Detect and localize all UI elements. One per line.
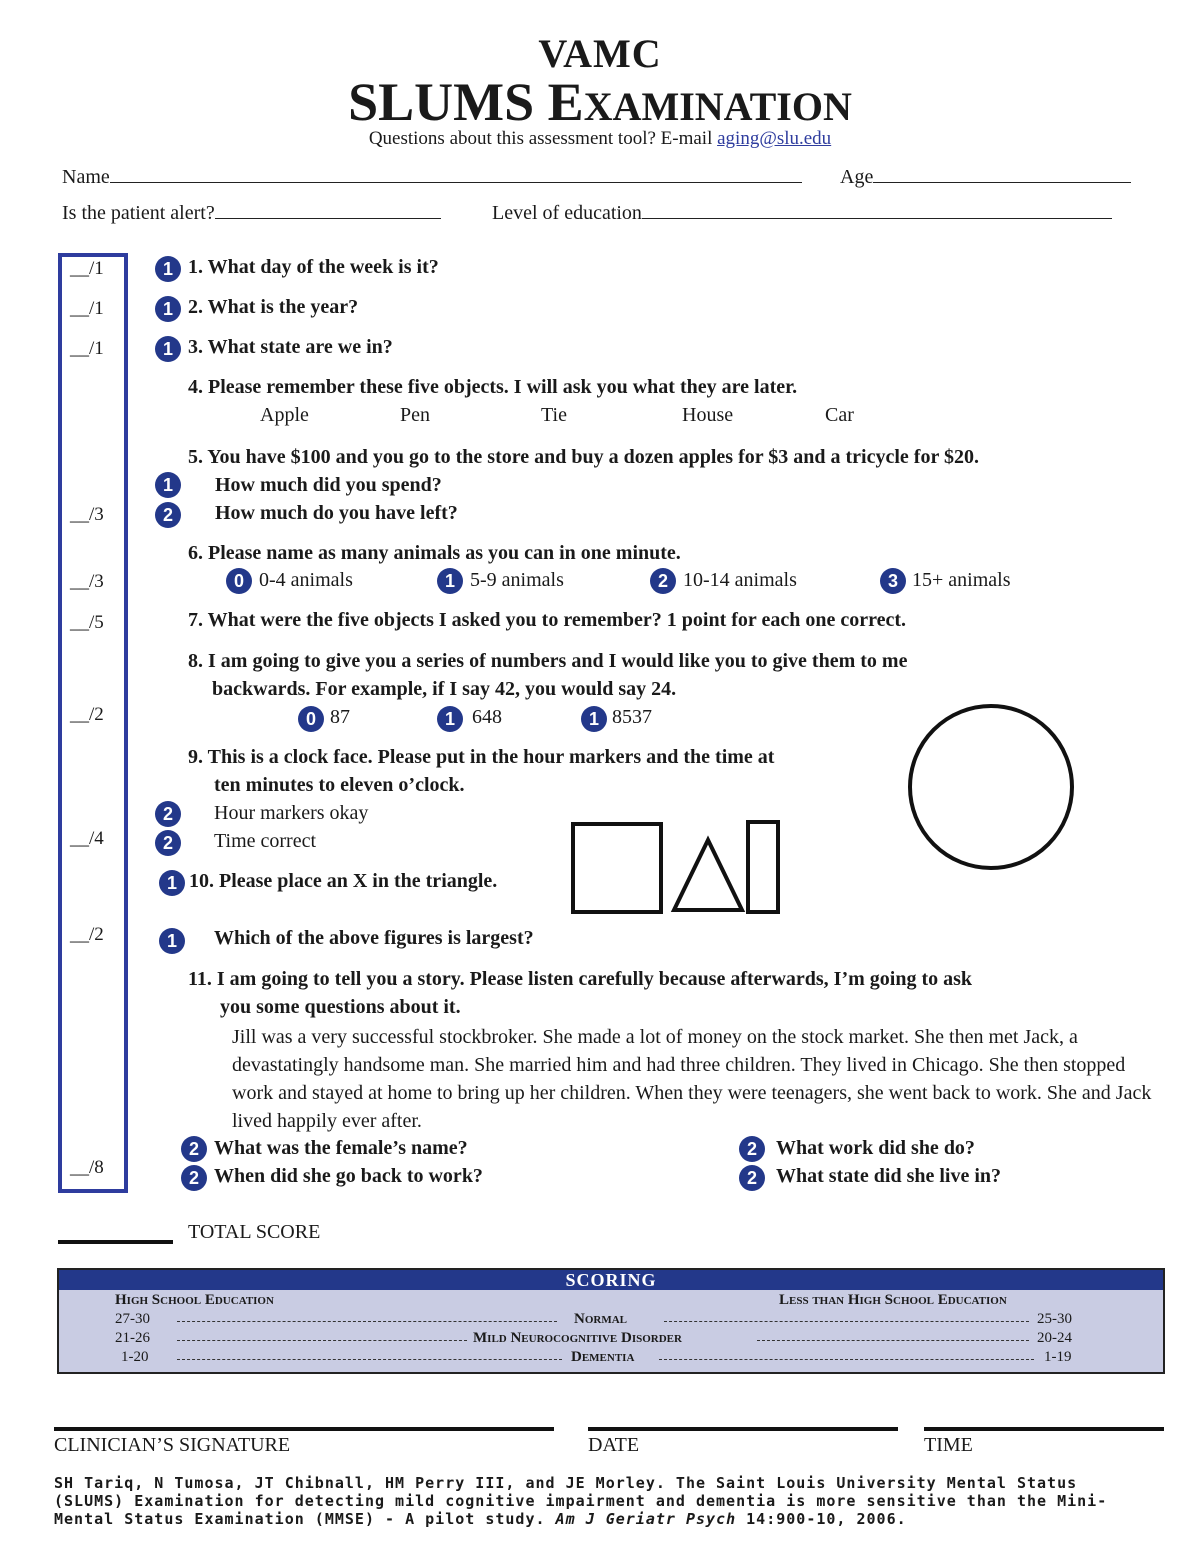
education-field[interactable] — [492, 202, 1112, 225]
lhs-range-dementia: 1-19 — [1044, 1349, 1072, 1365]
question-11d: What state did she live in? — [776, 1165, 1002, 1187]
question-8-line1: 8. I am going to give you a series of numbers and I would like you to give them to me — [188, 650, 908, 672]
animals-option: 10-14 animals — [683, 569, 797, 591]
score-q8[interactable]: __/2 — [70, 704, 104, 725]
question-11-line1: 11. I am going to tell you a story. Please listen carefully because afterwards, I’m going to ask — [188, 968, 973, 990]
point-badge: 2 — [155, 801, 181, 827]
lhs-range-normal: 25-30 — [1037, 1311, 1072, 1327]
clinician-signature-line[interactable] — [54, 1427, 554, 1431]
figures — [568, 818, 788, 918]
point-badge: 2 — [739, 1136, 765, 1162]
point-badge: 2 — [155, 502, 181, 528]
label-mild: Mild Neurocognitive Disorder — [473, 1330, 682, 1346]
dash-line — [177, 1359, 562, 1360]
time-line[interactable] — [924, 1427, 1164, 1431]
dash-line — [757, 1340, 1029, 1341]
score-q7[interactable]: __/5 — [70, 612, 104, 633]
question-3: 3. What state are we in? — [188, 336, 393, 358]
score-q11[interactable]: __/8 — [70, 1157, 104, 1178]
object-pen: Pen — [400, 404, 430, 426]
hs-range-dementia: 1-20 — [121, 1349, 149, 1365]
point-badge: 1 — [437, 706, 463, 732]
age-field[interactable] — [840, 166, 1131, 189]
object-car: Car — [825, 404, 854, 426]
hs-header: High School Education — [115, 1292, 274, 1308]
alert-input-line[interactable] — [215, 202, 441, 219]
question-10b: Which of the above figures is largest? — [214, 927, 534, 949]
score-q6[interactable]: __/3 — [70, 571, 104, 592]
score-q2[interactable]: __/1 — [70, 298, 104, 319]
date-line[interactable] — [588, 1427, 898, 1431]
point-badge: 2 — [650, 568, 676, 594]
point-badge: 0 — [298, 706, 324, 732]
point-badge: 1 — [155, 256, 181, 282]
question-5a: How much did you spend? — [215, 474, 442, 496]
scoring-title: SCORING — [59, 1270, 1163, 1290]
question-8-line2: backwards. For example, if I say 42, you would say 24. — [212, 678, 677, 700]
citation-journal: Am J Geriatr Psych — [555, 1510, 737, 1528]
object-apple: Apple — [260, 404, 309, 426]
dash-line — [659, 1359, 1034, 1360]
citation-ref: 14:900-10, 2006. — [746, 1510, 907, 1528]
citation-text: SH Tariq, N Tumosa, JT Chibnall, HM Perry III, and JE Morley. The Saint Louis University Mental Status (SLUMS) Examination for detecting mild cognitive impairment and dementia is more sensitive than the Mini-Mental Status Examination (MMSE) - A pilot study. — [54, 1474, 1108, 1528]
point-badge: 2 — [181, 1136, 207, 1162]
triangle-figure[interactable] — [674, 840, 742, 910]
question-11-line2: you some questions about it. — [220, 996, 461, 1018]
digits-option: 87 — [330, 706, 350, 728]
question-11a: What was the female’s name? — [214, 1137, 468, 1159]
question-1: 1. What day of the week is it? — [188, 256, 439, 278]
dash-line — [177, 1340, 467, 1341]
point-badge: 1 — [159, 928, 185, 954]
contact-line — [0, 128, 1200, 150]
question-9-line2: ten minutes to eleven o’clock. — [214, 774, 465, 796]
dash-line — [177, 1321, 557, 1322]
title-main: SLUMS E — [348, 72, 584, 132]
name-field[interactable] — [62, 166, 802, 189]
alert-field[interactable] — [62, 202, 441, 225]
hs-range-mild: 21-26 — [115, 1330, 150, 1346]
question-7: 7. What were the five objects I asked you to remember? 1 point for each one correct. — [188, 609, 907, 631]
header-vamc: VAMC — [538, 31, 662, 76]
label-dementia: Dementia — [571, 1349, 635, 1365]
age-input-line[interactable] — [873, 166, 1131, 183]
question-5: 5. You have $100 and you go to the store and buy a dozen apples for $3 and a tricycle for $20. — [188, 446, 979, 468]
point-badge: 1 — [155, 472, 181, 498]
score-q3[interactable]: __/1 — [70, 338, 104, 359]
point-badge: 1 — [581, 706, 607, 732]
lhs-range-mild: 20-24 — [1037, 1330, 1072, 1346]
question-9-line1: 9. This is a clock face. Please put in the hour markers and the time at — [188, 746, 775, 768]
question-11b: What work did she do? — [776, 1137, 975, 1159]
object-tie: Tie — [541, 404, 567, 426]
alert-label: Is the patient alert? — [62, 202, 215, 224]
clinician-signature-label: CLINICIAN’S SIGNATURE — [54, 1434, 291, 1456]
question-5b: How much do you have left? — [215, 502, 458, 524]
clock-face[interactable] — [905, 702, 1079, 872]
total-score-label: TOTAL SCORE — [188, 1221, 321, 1243]
story-text: Jill was a very successful stockbroker. She made a lot of money on the stock market. She then met Jack, a devastatingly handsome man. She married him and had three children. They lived in Chicago. She then stopped work and stayed at home to bring up her children. When they were teenagers, she went back to work. She and Jack lived happily ever after. — [232, 1026, 1152, 1132]
question-9a: Hour markers okay — [214, 802, 369, 824]
name-input-line[interactable] — [110, 166, 802, 183]
point-badge: 2 — [739, 1165, 765, 1191]
question-4: 4. Please remember these five objects. I will ask you what they are later. — [188, 376, 798, 398]
question-9b: Time correct — [214, 830, 317, 852]
score-q10[interactable]: __/2 — [70, 924, 104, 945]
total-score-line[interactable] — [58, 1240, 173, 1244]
label-normal: Normal — [574, 1311, 627, 1327]
square-figure — [573, 824, 661, 912]
hs-range-normal: 27-30 — [115, 1311, 150, 1327]
score-q1[interactable]: __/1 — [70, 258, 104, 279]
scoring-table — [57, 1268, 1165, 1374]
dash-line — [664, 1321, 1029, 1322]
digits-option: 8537 — [612, 706, 652, 728]
point-badge: 1 — [155, 296, 181, 322]
point-badge: 1 — [437, 568, 463, 594]
time-label: TIME — [924, 1434, 973, 1456]
age-label: Age — [840, 166, 874, 188]
point-badge: 0 — [226, 568, 252, 594]
question-6: 6. Please name as many animals as you can in one minute. — [188, 542, 681, 564]
question-10: 10. Please place an X in the triangle. — [189, 870, 498, 892]
name-label: Name — [62, 166, 110, 188]
question-11c: When did she go back to work? — [214, 1165, 483, 1187]
education-label: Level of education — [492, 202, 642, 224]
animals-option: 0-4 animals — [259, 569, 353, 591]
digits-option: 648 — [472, 706, 502, 728]
point-badge: 2 — [181, 1165, 207, 1191]
point-badge: 1 — [155, 336, 181, 362]
citation — [54, 1474, 1154, 1528]
animals-option: 15+ animals — [912, 569, 1011, 591]
score-q9[interactable]: __/4 — [70, 828, 104, 849]
point-badge: 1 — [159, 870, 185, 896]
point-badge: 2 — [155, 830, 181, 856]
rectangle-figure — [748, 822, 778, 912]
object-house: House — [682, 404, 734, 426]
question-2: 2. What is the year? — [188, 296, 359, 318]
clock-circle[interactable] — [910, 706, 1072, 868]
lhs-header: Less than High School Education — [779, 1292, 1007, 1308]
animals-option: 5-9 animals — [470, 569, 564, 591]
score-q5[interactable]: __/3 — [70, 504, 104, 525]
date-label: DATE — [588, 1434, 640, 1456]
education-input-line[interactable] — [642, 202, 1112, 219]
contact-email-link[interactable]: aging@slu.edu — [717, 128, 832, 149]
contact-text: Questions about this assessment tool? E-mail — [368, 128, 713, 149]
title-small: XAMINATION — [583, 84, 852, 129]
point-badge: 3 — [880, 568, 906, 594]
